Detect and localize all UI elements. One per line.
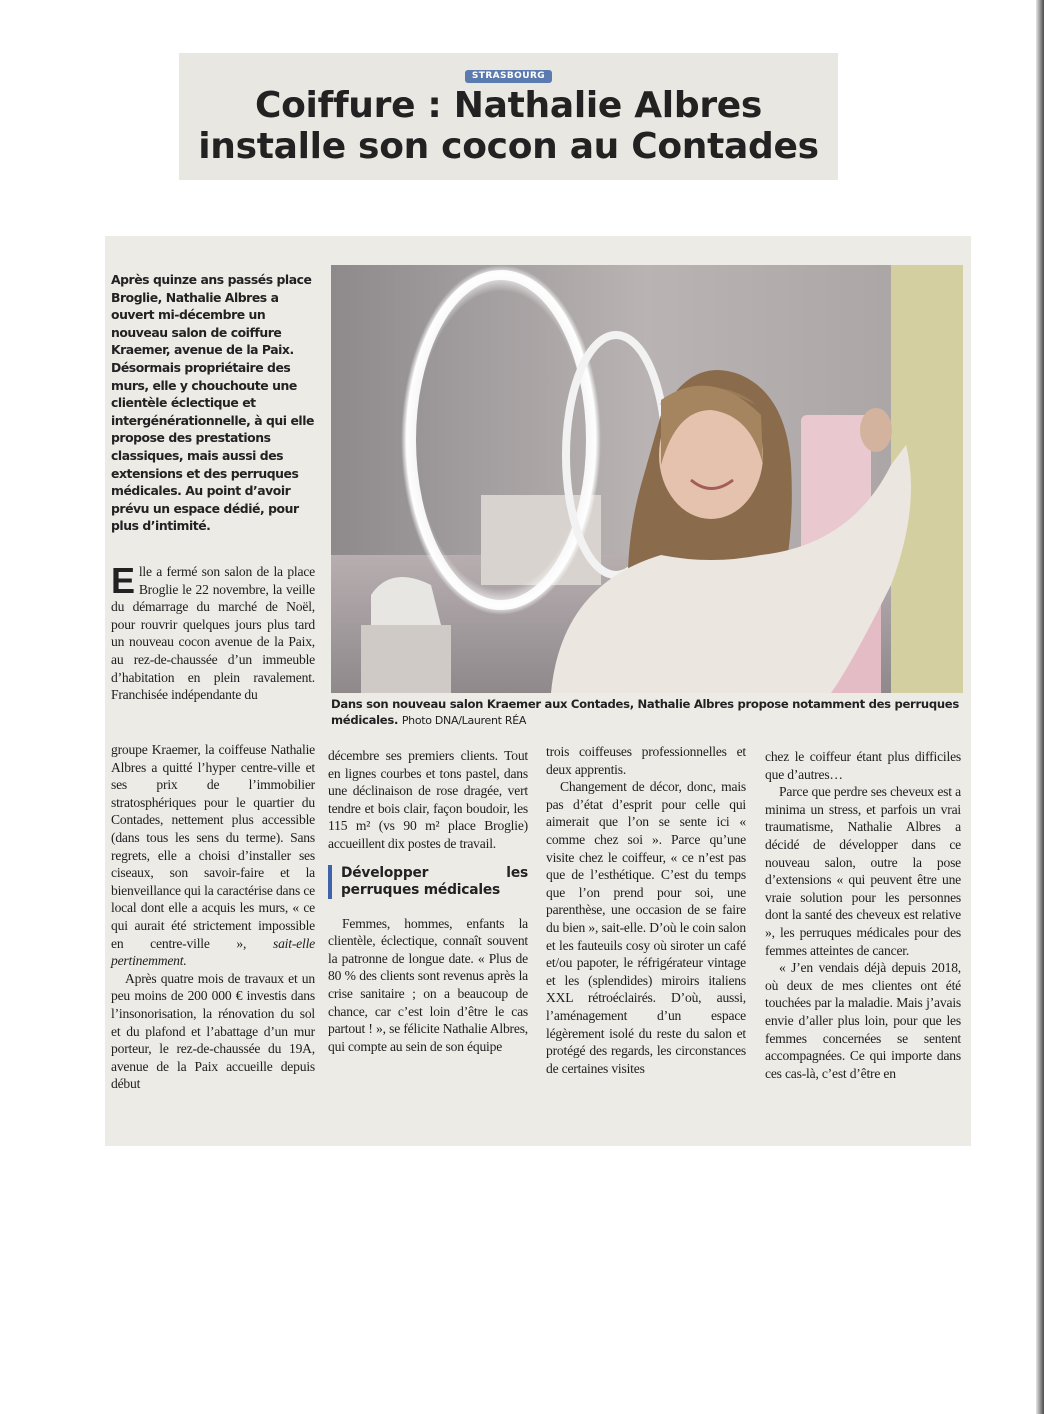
body-paragraph: Après quatre mois de travaux et un peu moins de 200 000 € investis dans l’insonorisation, la rénovation du sol et du plafond et l’abattage d’un mur porteur, le rez-de-chaussée du 19A, avenue de la Paix accueille depuis début [111,970,315,1092]
section-subheading: Développer les perruques médicales [328,865,528,899]
body-paragraph: groupe Kraemer, la coiffeuse Nathalie Albres a quitté l’hyper centre-ville et ses prix de l’immobilier stratosphériques pour le quartier du Contades, nettement plus accessible (dans tous les sens du terme). Sans regrets, elle a choisi d’installer ses ciseaux, son savoir-faire et la bienveillance qui la caractérise dans ce local dont elle a acquis les murs, « ce qui aurait été strictement impossible en centre-ville », [111,742,315,951]
section-tag: STRASBOURG [465,70,552,83]
headline-clipping [179,53,838,180]
body-paragraph: décembre ses premiers clients. Tout en lignes courbes et tons pastel, dans une déclinaison de rose dragée, vert tendre et bois clair, façon boudoir, les 115 m² (vs 90 m² place Broglie) accueillent dix postes de travail. [328,748,528,851]
body-column-3 [546,743,746,1077]
body-column-1-top [111,560,315,704]
drop-cap: E [111,560,135,601]
page-edge [1036,0,1044,1414]
headline [179,85,838,167]
body-paragraph: Femmes, hommes, enfants la clientèle, éclectique, connaît souvent la patronne de longue date. « Plus de 80 % des clients sont revenus après la crise sanitaire ; on a beaucoup de chance, car c’est loin d’être le cas partout ! », se félicite Nathalie Albres, qui compte au sein de son équipe [328,915,528,1054]
article-lead: Après quinze ans passés place Broglie, Nathalie Albres a ouvert mi-décembre un nouveau salon de coiffure Kraemer, avenue de la Paix. Désormais propriétaire des murs, elle y chouchoute une clientèle éclectique et intergénérationnelle, à qui elle propose des prestations classiques, mais aussi des extensions et des perruques médicales. Au point d’avoir prévu un espace dédié, pour plus d’intimité. [111,272,314,534]
caption-text: Dans son nouveau salon Kraemer aux Contades, Nathalie Albres propose notamment des perruques médicales. [331,697,959,727]
body-paragraph: « J’en vendais déjà depuis 2018, où deux de mes clientes ont été touchées par la maladie. Mais j’avais envie d’aller plus loin, pour que les femmes concernées se sentent accompagnées. Ce qui importe dans ces cas-là, c’est d’être en [765,960,961,1081]
headline-line-2: installe son cocon au Contades [198,126,819,167]
body-column-2 [328,747,528,1055]
body-byline: sait-elle pertinemment. [111,935,315,969]
body-column-4 [765,748,961,1082]
body-paragraph: Parce que perdre ses cheveux est a minima un stress, et parfois un vrai traumatisme, Nathalie Albres a décidé de développer dans ce nouveau salon, outre la pose d’extensions « qui peuvent être une vraie solution pour les personnes dont la santé des cheveux est relative », les perruques médicales pour des femmes atteintes de cancer. [765,784,961,958]
body-paragraph: trois coiffeuses professionnelles et deux apprentis. [546,744,746,777]
body-paragraph: Changement de décor, donc, mais pas d’état d’esprit pour celle qui aimerait que l’on se sente ici « comme chez soi ». Parce qu’une visite chez le coiffeur, « ce n’est pas que de l’esthétique. C’est du temps que l’on prend pour soi, une parenthèse, une occasion de se faire du bien », sait-elle. D’où le coin salon et les fauteuils cosy où siroter un café et/ou papoter, le réfrigérateur vintage et les (splendides) miroirs italiens XXL rétroéclairés. D’où, aussi, l’aménagement d’un espace légèrement isolé du reste du salon et protégé des regards, les circonstances de certaines visites [546,779,746,1076]
photo-credit: Photo DNA/Laurent RÉA [401,714,527,727]
body-paragraph: lle a fermé son salon de la place Broglie le 22 novembre, la veille du démarrage du marché de Noël, pour rouvrir quelques jours plus tard un nouveau cocon avenue de la Paix, au rez-de-chaussée d’un immeuble d’habitation en plein ravalement. Franchisée indépendante du [111,564,315,703]
headline-line-1: Coiffure : Nathalie Albres [254,85,763,126]
salon-photo-image [331,265,963,693]
article-clipping [105,236,971,1146]
photo-caption [331,696,963,729]
article-photo [331,265,963,693]
body-column-1-bottom [111,741,315,1093]
body-paragraph: chez le coiffeur étant plus difficiles que d’autres… [765,749,961,782]
